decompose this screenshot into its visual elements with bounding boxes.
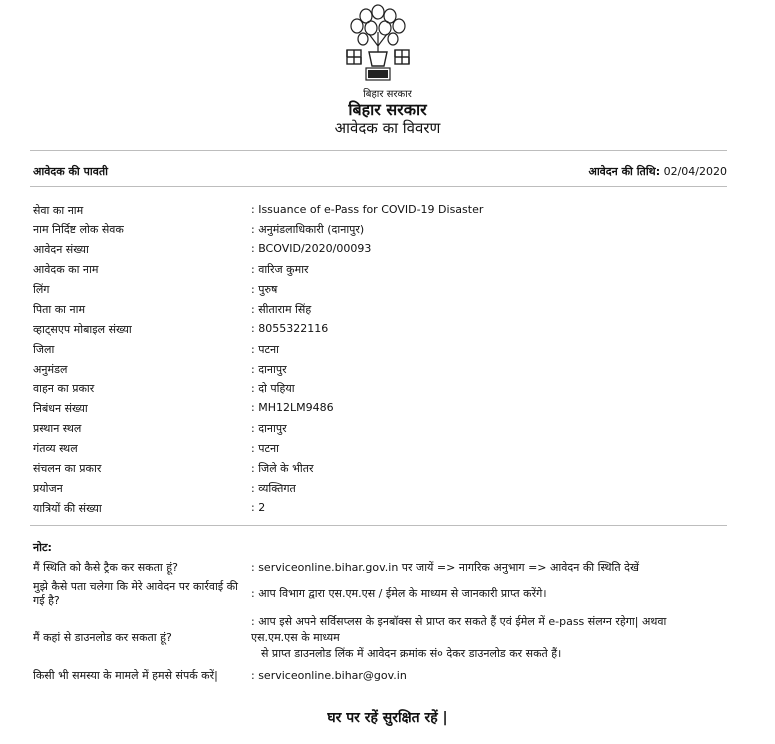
detail-label: आवेदन संख्या [33, 243, 89, 256]
detail-value: : दो पहिया [251, 382, 295, 395]
application-date [588, 164, 727, 179]
note-row [33, 668, 733, 686]
detail-label: अनुमंडल [33, 363, 68, 376]
detail-label: संचलन का प्रकार [33, 462, 102, 475]
detail-value: : पटना [251, 343, 279, 356]
detail-label: नाम निर्दिष्ट लोक सेवक [33, 223, 124, 236]
note-answer: : serviceonline.bihar.gov.in पर जायें => नागरिक अनुभाग => आवेदन की स्थिति देखें [251, 561, 640, 574]
detail-value: : पुरुष [251, 283, 278, 296]
footer-message: घर पर रहें सुरक्षित रहें | [327, 710, 448, 726]
note-question: मैं कहां से डाउनलोड कर सकता हूं? [33, 631, 172, 644]
detail-row [33, 262, 733, 280]
detail-row [33, 481, 733, 499]
detail-label: आवेदक का नाम [33, 263, 99, 276]
note-answer-continued: से प्राप्त डाउनलोड लिंक में आवेदन क्रमांक सं० देकर डाउनलोड कर सकते हैं। [261, 647, 562, 660]
detail-row [33, 421, 733, 439]
bihar-emblem-icon [333, 2, 423, 86]
detail-value: : 8055322116 [251, 322, 329, 335]
detail-row [33, 501, 733, 519]
detail-row [33, 302, 733, 320]
detail-label: लिंग [33, 283, 50, 296]
notes-heading: नोट: [33, 541, 52, 554]
detail-row [33, 441, 733, 459]
note-question: किसी भी समस्या के मामले में हमसे संपर्क करें| [33, 669, 218, 682]
detail-label: सेवा का नाम [33, 204, 84, 217]
detail-label: व्हाट्सएप मोबाइल संख्या [33, 323, 132, 336]
detail-row [33, 322, 733, 340]
detail-value: : वारिज कुमार [251, 263, 309, 276]
detail-value: : BCOVID/2020/00093 [251, 242, 372, 255]
contact-email[interactable]: : serviceonline.bihar@gov.in [251, 669, 407, 682]
note-row [33, 580, 733, 612]
detail-row [33, 362, 733, 380]
note-answer: : आप विभाग द्वारा एस.एम.एस / ईमेल के माध्यम से जानकारी प्राप्त करेंगे। [251, 587, 547, 600]
detail-value: : अनुमंडलाधिकारी (दानापुर) [251, 223, 365, 236]
note-question: मुझे कैसे पता चलेगा कि मेरे आवेदन पर कार्रवाई की गई है? [33, 580, 238, 607]
detail-row [33, 461, 733, 479]
detail-row [33, 282, 733, 300]
government-name: बिहार सरकार [348, 100, 427, 119]
detail-value: : दानापुर [251, 422, 287, 435]
detail-row [33, 203, 733, 221]
detail-label: निबंधन संख्या [33, 402, 88, 415]
note-question: मैं स्थिति को कैसे ट्रैक कर सकता हूं? [33, 561, 178, 574]
detail-row [33, 222, 733, 240]
note-row [33, 560, 733, 578]
divider [30, 525, 727, 526]
detail-row [33, 381, 733, 399]
detail-row [33, 242, 733, 260]
divider [30, 150, 727, 151]
detail-label: पिता का नाम [33, 303, 86, 316]
detail-value: : 2 [251, 501, 266, 514]
detail-label: प्रस्थान स्थल [33, 422, 82, 435]
detail-label: यात्रियों की संख्या [33, 502, 102, 515]
note-answer: : आप इसे अपने सर्विसप्लस के इनबॉक्स से प्राप्त कर सकते हैं एवं ईमेल में e-pass संलग्न रहेगा| अथवा एस.एम.एस के माध्यम [251, 615, 667, 644]
detail-value: : सीताराम सिंह [251, 303, 312, 316]
detail-value: : Issuance of e-Pass for COVID-19 Disaster [251, 203, 484, 216]
detail-label: गंतव्य स्थल [33, 442, 78, 455]
application-date-label: आवेदन की तिथि: [588, 165, 661, 178]
application-date-value: 02/04/2020 [663, 165, 727, 178]
detail-value: : जिले के भीतर [251, 462, 314, 475]
detail-value: : पटना [251, 442, 279, 455]
detail-value: : MH12LM9486 [251, 401, 334, 414]
divider [30, 186, 727, 187]
acknowledgement-label: आवेदक की पावती [33, 165, 108, 178]
emblem-caption: बिहार सरकार [363, 89, 412, 100]
detail-value: : व्यक्तिगत [251, 482, 296, 495]
detail-label: प्रयोजन [33, 482, 63, 495]
detail-value: : दानापुर [251, 363, 287, 376]
note-row [33, 614, 733, 662]
detail-label: जिला [33, 343, 55, 356]
detail-row [33, 401, 733, 419]
detail-label: वाहन का प्रकार [33, 382, 95, 395]
detail-row [33, 342, 733, 360]
page-title: आवेदक का विवरण [334, 119, 441, 137]
